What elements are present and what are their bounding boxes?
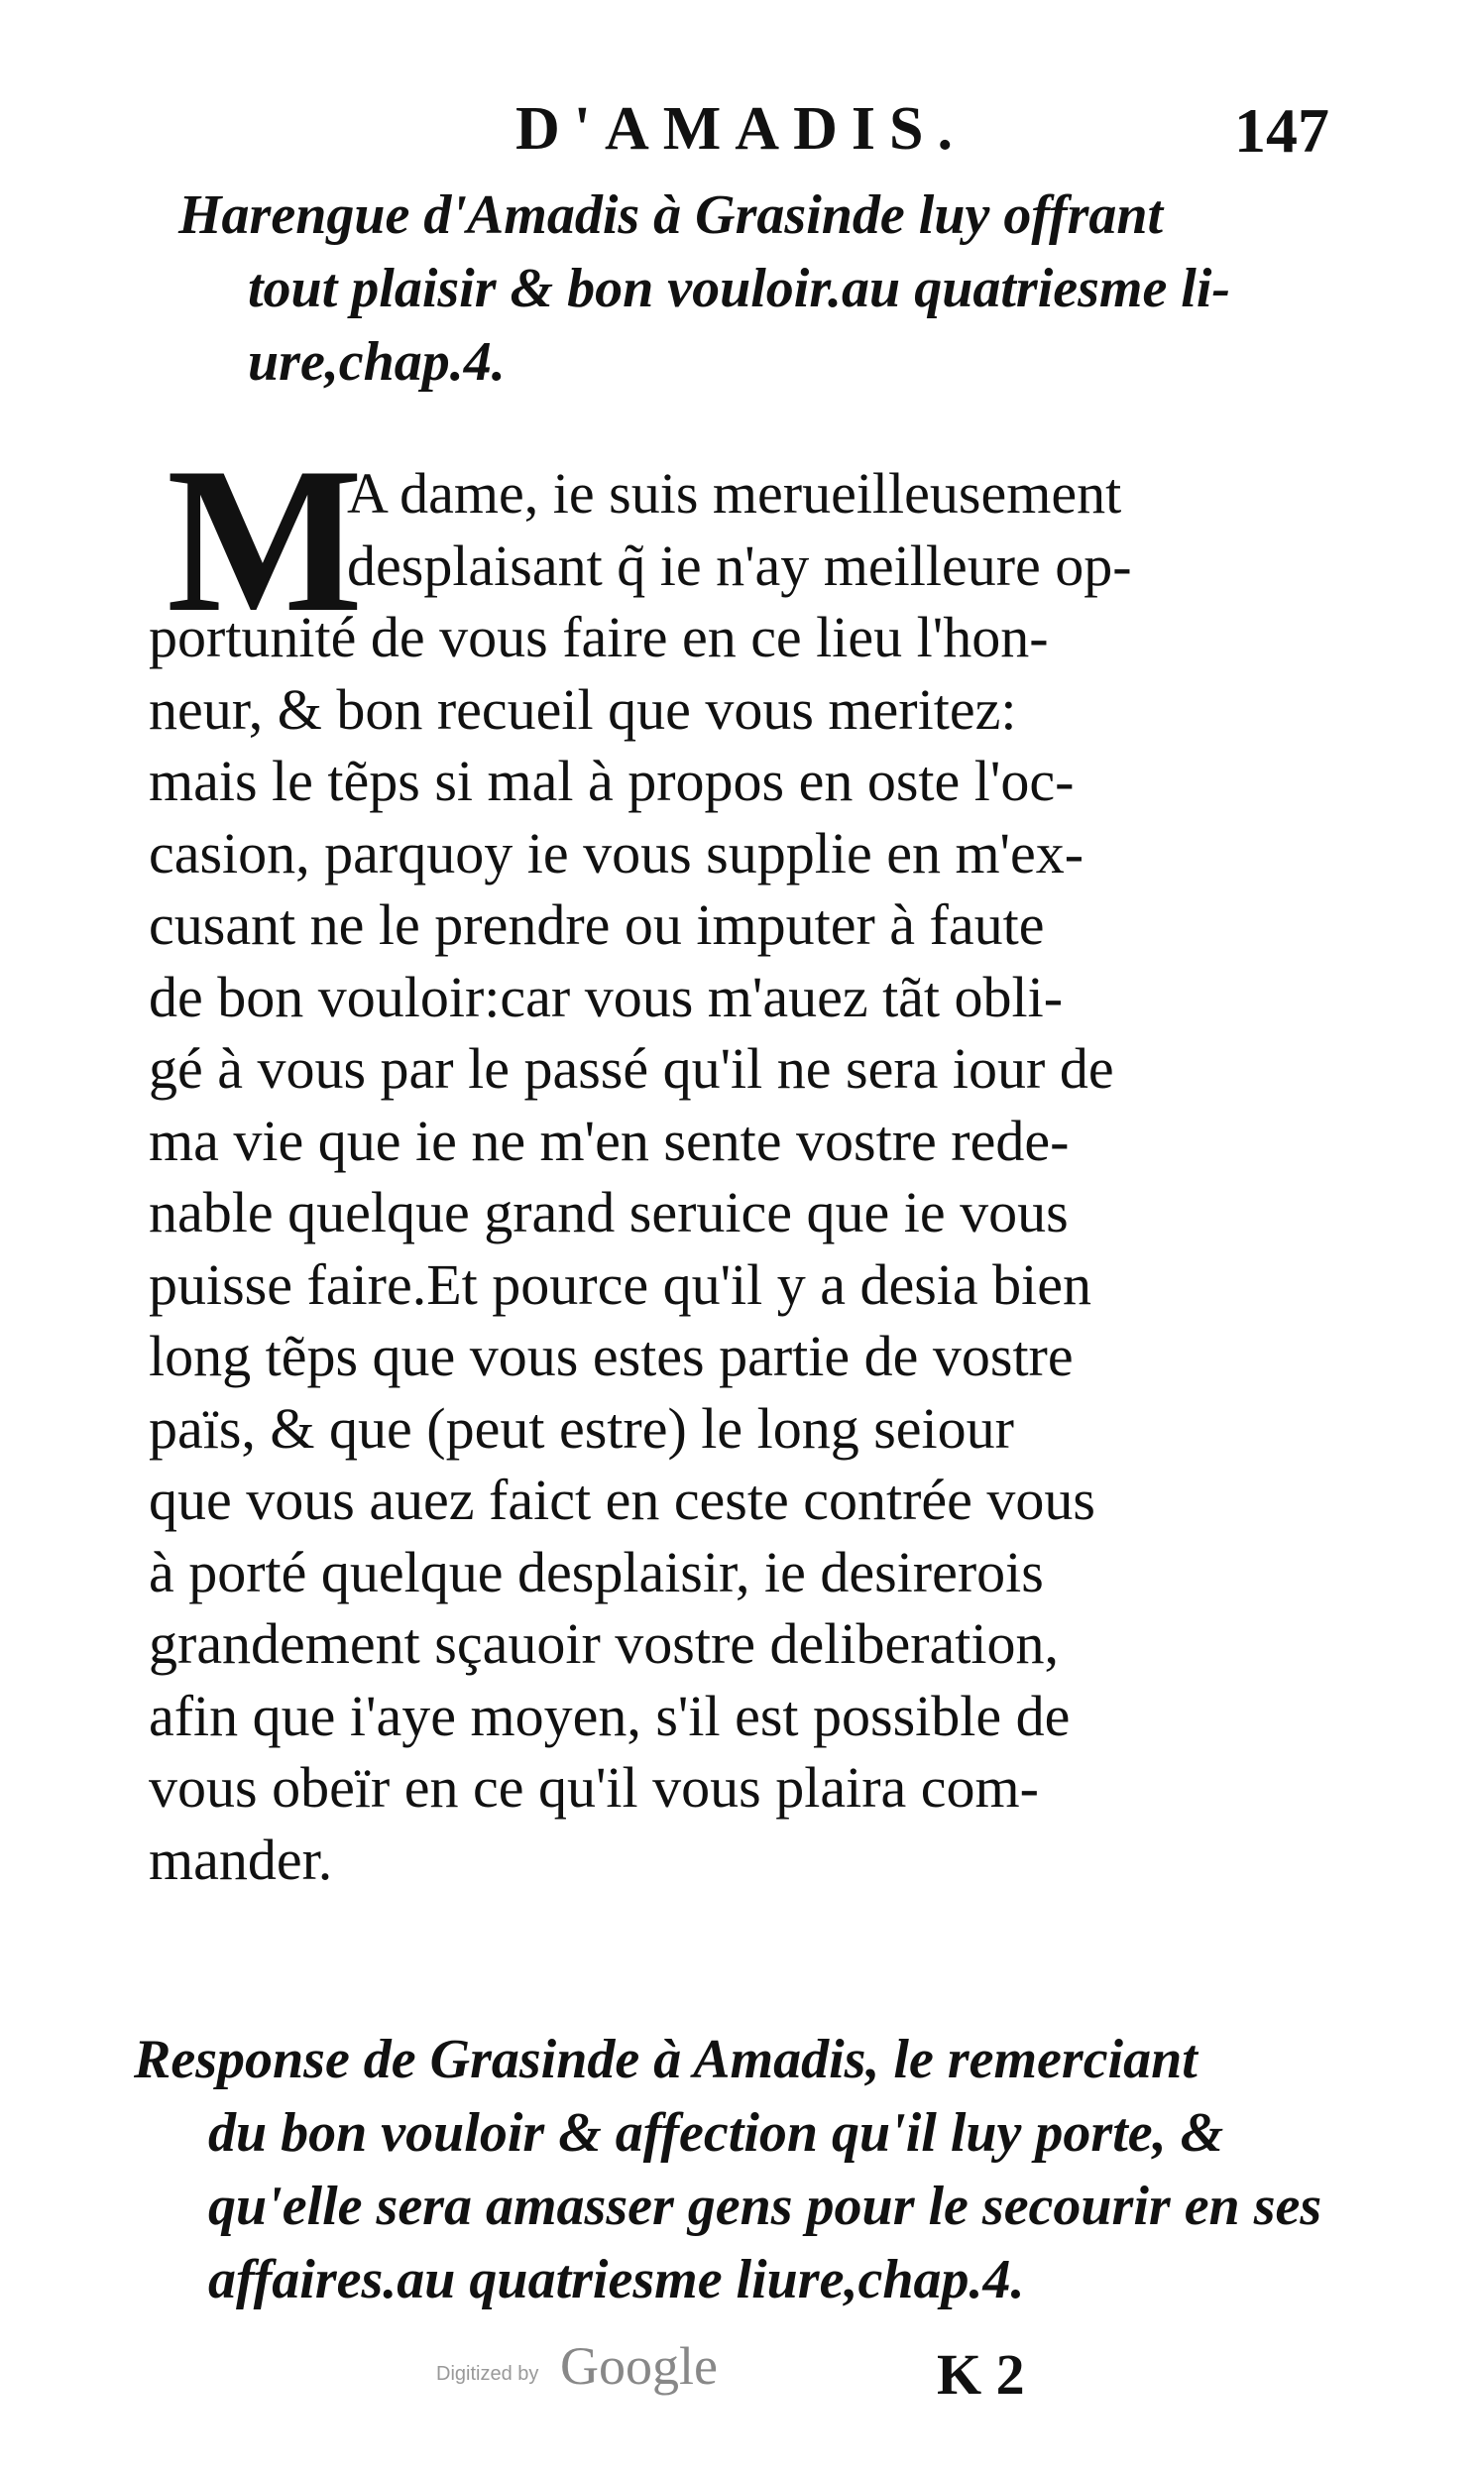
chapter-heading-harangue: [178, 178, 1368, 399]
text-line: mander.: [149, 1827, 333, 1892]
running-head: [0, 94, 1484, 183]
running-title: D'AMADIS.: [515, 95, 967, 163]
heading-line: affaires.au quatriesme liure,chap.4.: [208, 2249, 1025, 2310]
page-footer: [0, 2335, 1484, 2415]
text-line: cusant ne le prendre ou imputer à faute: [149, 892, 1045, 957]
chapter-heading-response: [134, 2023, 1353, 2316]
heading-line: du bon vouloir & affection qu'il luy porte, &: [208, 2102, 1224, 2164]
text-line: vous obeïr en ce qu'il vous plaira com-: [149, 1755, 1039, 1820]
heading-line: Response de Grasinde à Amadis, le remerciant: [134, 2029, 1198, 2090]
drop-cap-initial: M: [167, 425, 364, 655]
text-line: nable quelque grand seruice que ie vous: [149, 1180, 1069, 1244]
text-line: neur, & bon recueil que vous meritez:: [149, 676, 1017, 742]
google-watermark: Google: [560, 2336, 718, 2396]
heading-line: ure,chap.4.: [248, 331, 506, 393]
heading-line: Harengue d'Amadis à Grasinde luy offrant: [178, 184, 1164, 246]
heading-line: tout plaisir & bon vouloir.au quatriesme li-: [248, 258, 1231, 319]
body-paragraph: [149, 458, 1338, 1896]
text-line: à porté quelque desplaisir, ie desirerois: [149, 1539, 1044, 1604]
text-line: gé à vous par le passé qu'il ne sera iour de: [149, 1036, 1114, 1101]
text-line: mais le tẽps si mal à propos en oste l'oc-: [149, 749, 1075, 813]
text-line: de bon vouloir:car vous m'auez tãt obli-: [149, 964, 1064, 1029]
heading-line: qu'elle sera amasser gens pour le secourir en ses: [208, 2176, 1322, 2237]
text-line: afin que i'aye moyen, s'il est possible de: [149, 1683, 1071, 1748]
text-line: païs, & que (peut estre) le long seiour: [149, 1395, 1014, 1461]
text-line: puisse faire.Et pource qu'il y a desia bien: [149, 1251, 1092, 1317]
text-line: desplaisant q̃ ie n'ay meilleure op-: [347, 532, 1132, 598]
text-line: A dame, ie suis merueilleusement: [347, 461, 1122, 526]
page-number: 147: [1234, 95, 1329, 166]
text-line: long tẽps que vous estes partie de vostre: [149, 1324, 1074, 1388]
text-line: ma vie que ie ne m'en sente vostre rede-: [149, 1108, 1070, 1173]
text-line: grandement sçauoir vostre deliberation,: [149, 1611, 1060, 1676]
signature-mark: K 2: [937, 2342, 1025, 2407]
text-line: que vous auez faict en ceste contrée vous: [149, 1468, 1095, 1532]
text-line: casion, parquoy ie vous supplie en m'ex-: [149, 820, 1084, 885]
digitized-by-label: Digitized by: [436, 2363, 539, 2385]
text-line: portunité de vous faire en ce lieu l'hon-: [149, 605, 1049, 669]
